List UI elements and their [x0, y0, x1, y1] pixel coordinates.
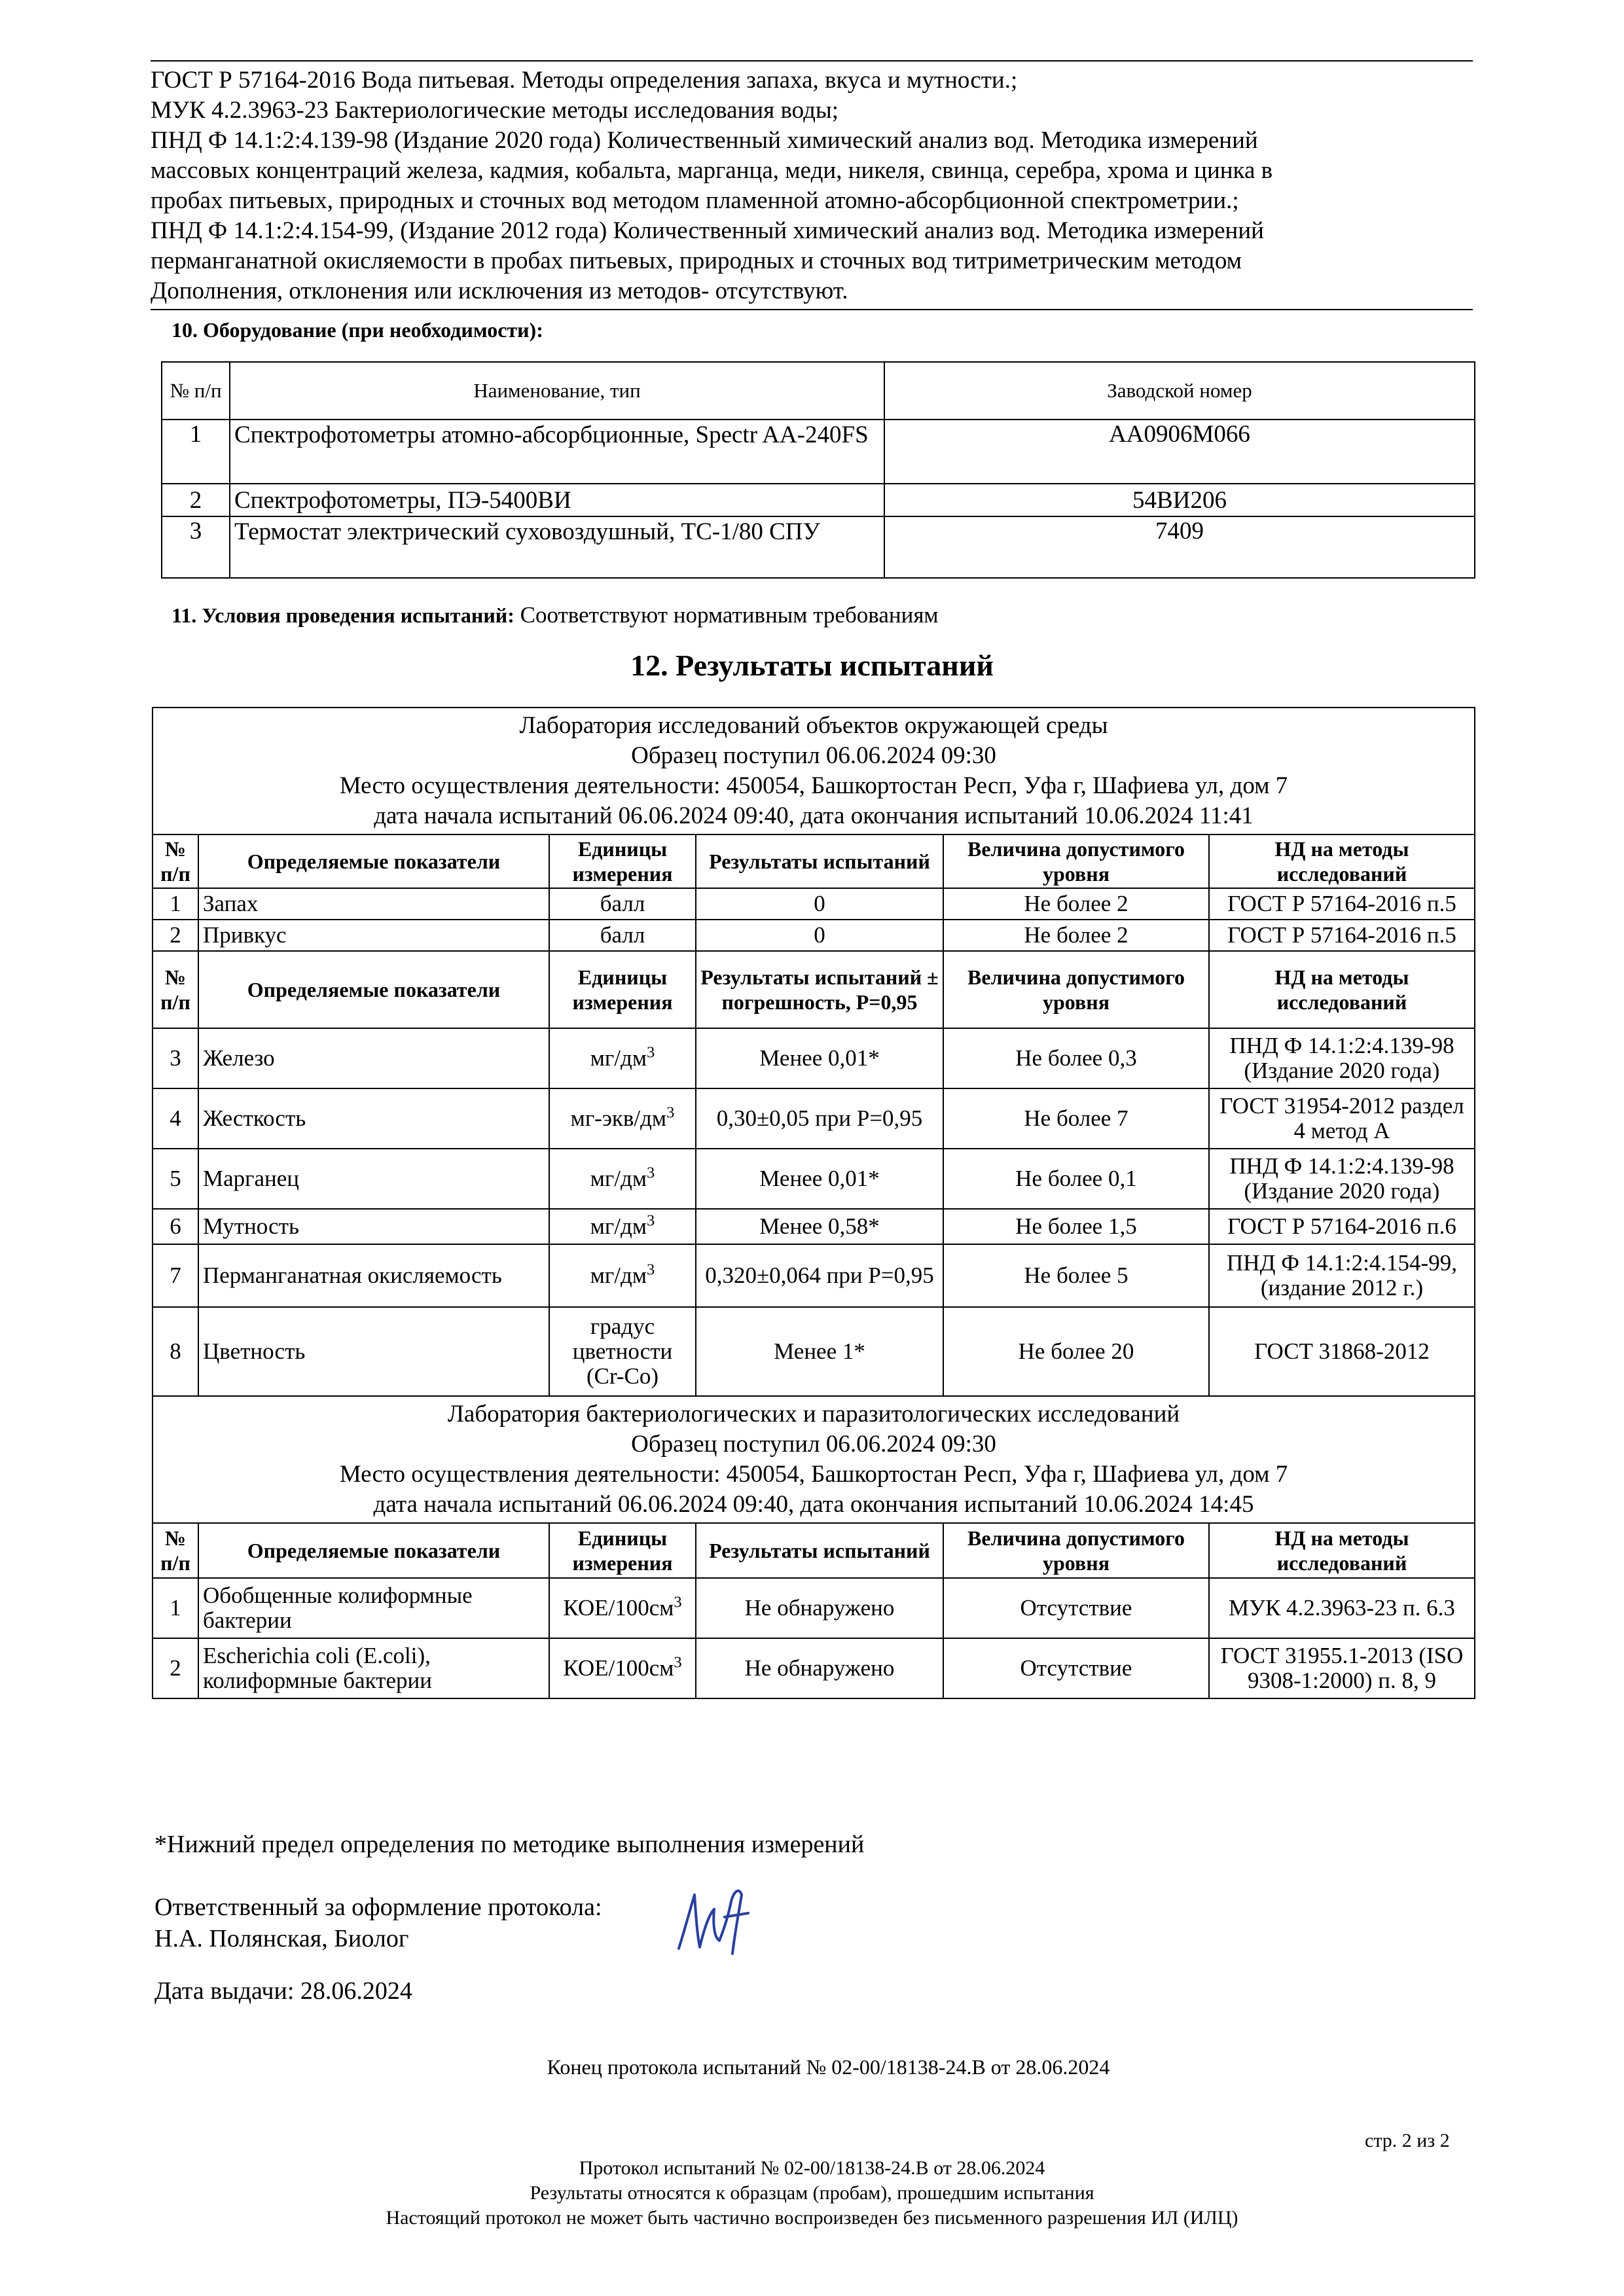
method: ГОСТ Р 57164-2016 п.6 — [1209, 1209, 1475, 1244]
section-11-value: Соответствуют нормативным требованиям — [514, 602, 939, 628]
responsible-name: Н.А. Полянская, Биолог — [154, 1925, 409, 1952]
footer-line: Результаты относятся к образцам (пробам), прошедшим испытания — [530, 2182, 1094, 2204]
results-table — [152, 707, 1475, 1699]
equipment-name: Спектрофотометры, ПЭ-5400ВИ — [230, 484, 884, 516]
col-header-num: № п/п — [153, 1523, 198, 1578]
table-row — [153, 1244, 1475, 1307]
col-header-method: НД на методы исследований — [1209, 1523, 1475, 1578]
results-header-row — [153, 1523, 1475, 1578]
result: 0,320±0,064 при P=0,95 — [696, 1244, 943, 1307]
result: Менее 1* — [696, 1307, 943, 1396]
footer-line: Настоящий протокол не может быть частично воспроизведен без письменного разрешения ИЛ (ИЛЦ) — [386, 2207, 1238, 2229]
issue-date: Дата выдачи: 28.06.2024 — [154, 1977, 412, 2005]
unit-text: КОЕ/100см — [563, 1595, 674, 1621]
methods-line: массовых концентраций железа, кадмия, кобальта, марганца, меди, никеля, свинца, серебра, хрома и цинка в — [151, 157, 1273, 184]
result: 0,30±0,05 при P=0,95 — [696, 1088, 943, 1149]
equipment-header-row — [162, 362, 1475, 420]
unit-exponent: 3 — [674, 1593, 682, 1611]
methods-line: перманганатной окисляемости в пробах питьевых, природных и сточных вод титриметрическим методом — [151, 247, 1242, 274]
col-header-method: НД на методы исследований — [1209, 951, 1475, 1028]
row-num: 1 — [153, 1578, 198, 1638]
section-11 — [171, 602, 939, 628]
parameter-name: Марганец — [198, 1149, 549, 1209]
col-header-parameter: Определяемые показатели — [198, 834, 549, 888]
col-header-num: № п/п — [162, 362, 230, 420]
methods-line: ПНД Ф 14.1:2:4.139-98 (Издание 2020 года) Количественный химический анализ вод. Методика измерений — [151, 127, 1258, 154]
method: ГОСТ 31954-2012 раздел 4 метод А — [1209, 1088, 1475, 1149]
row-num: 1 — [162, 420, 230, 484]
col-header-limit: Величина допустимого уровня — [943, 951, 1209, 1028]
unit-text: мг/дм — [590, 1166, 647, 1191]
unit-text: мг-экв/дм — [570, 1105, 667, 1131]
result: Менее 0,58* — [696, 1209, 943, 1244]
section-12-title: 12. Результаты испытаний — [630, 649, 994, 682]
col-header-result: Результаты испытаний ± погрешность, P=0,95 — [696, 951, 943, 1028]
unit-exponent: 3 — [646, 1211, 655, 1230]
limit: Отсутствие — [943, 1578, 1209, 1638]
result: Не обнаружено — [696, 1578, 943, 1638]
method: МУК 4.2.3963-23 п. 6.3 — [1209, 1578, 1475, 1638]
method: ГОСТ 31955.1-2013 (ISO 9308-1:2000) п. 8, 9 — [1209, 1638, 1475, 1698]
responsible-block — [154, 1892, 602, 1954]
unit-text: мг/дм — [590, 1213, 647, 1239]
row-num: 3 — [162, 516, 230, 578]
unit: градус цветности (Cr-Co) — [549, 1307, 696, 1396]
page-footer — [0, 2156, 1624, 2231]
unit-exponent: 3 — [646, 1261, 655, 1279]
table-row — [153, 920, 1475, 951]
parameter-name: Escherichia coli (E.coli), колиформные бактерии — [198, 1638, 549, 1698]
section-10-title: 10. Оборудование (при необходимости): — [171, 318, 543, 342]
parameter-name: Обобщенные колиформные бактерии — [198, 1578, 549, 1638]
col-header-result: Результаты испытаний — [696, 834, 943, 888]
method: ПНД Ф 14.1:2:4.154-99, (издание 2012 г.) — [1209, 1244, 1475, 1307]
unit-exponent: 3 — [674, 1653, 682, 1672]
limit: Не более 5 — [943, 1244, 1209, 1307]
col-header-num: № п/п — [153, 951, 198, 1028]
lab1-dates: дата начала испытаний 06.06.2024 09:40, дата окончания испытаний 10.06.2024 11:41 — [374, 802, 1254, 829]
lab-header-row — [153, 708, 1475, 834]
lab2-dates: дата начала испытаний 06.06.2024 09:40, дата окончания испытаний 10.06.2024 14:45 — [373, 1491, 1254, 1518]
col-header-name: Наименование, тип — [230, 362, 884, 420]
limit: Не более 2 — [943, 888, 1209, 920]
limit: Отсутствие — [943, 1638, 1209, 1698]
result: Не обнаружено — [696, 1638, 943, 1698]
table-row — [153, 1578, 1475, 1638]
equipment-table — [161, 361, 1475, 579]
table-row — [153, 1088, 1475, 1149]
unit: балл — [549, 888, 696, 920]
section-11-label: 11. Условия проведения испытаний: — [171, 603, 514, 627]
method: ГОСТ Р 57164-2016 п.5 — [1209, 920, 1475, 951]
limit: Не более 0,1 — [943, 1149, 1209, 1209]
parameter-name: Запах — [198, 888, 549, 920]
table-row — [153, 1149, 1475, 1209]
lab1-received: Образец поступил 06.06.2024 09:30 — [631, 742, 996, 769]
unit-text: мг/дм — [590, 1263, 647, 1288]
methods-block — [151, 60, 1473, 310]
lab-header-row — [153, 1396, 1475, 1523]
results-header-row — [153, 951, 1475, 1028]
methods-line: МУК 4.2.3963-23 Бактериологические методы исследования воды; — [151, 97, 839, 124]
unit-text: КОЕ/100см — [563, 1655, 674, 1681]
col-header-parameter: Определяемые показатели — [198, 951, 549, 1028]
table-row — [153, 1638, 1475, 1698]
col-header-result: Результаты испытаний — [696, 1523, 943, 1578]
lab2-received: Образец поступил 06.06.2024 09:30 — [631, 1431, 996, 1458]
equipment-serial: 7409 — [884, 516, 1475, 578]
unit-exponent: 3 — [646, 1164, 655, 1182]
table-row — [153, 1307, 1475, 1396]
table-row — [153, 1209, 1475, 1244]
lab1-name: Лаборатория исследований объектов окружающей среды — [519, 712, 1108, 739]
footer-line: Протокол испытаний № 02-00/18138-24.В от 28.06.2024 — [579, 2157, 1045, 2179]
equipment-serial: AA0906M066 — [884, 420, 1475, 484]
method: ПНД Ф 14.1:2:4.139-98 (Издание 2020 года) — [1209, 1028, 1475, 1088]
table-row — [153, 1028, 1475, 1088]
limit: Не более 7 — [943, 1088, 1209, 1149]
lab1-location: Место осуществления деятельности: 450054, Башкортостан Респ, Уфа г, Шафиева ул, дом 7 — [339, 772, 1288, 799]
row-num: 3 — [153, 1028, 198, 1088]
row-num: 2 — [153, 920, 198, 951]
results-header-row — [153, 834, 1475, 888]
lab1-header — [153, 708, 1475, 834]
result: Менее 0,01* — [696, 1028, 943, 1088]
unit-text: мг/дм — [590, 1045, 647, 1071]
limit: Не более 20 — [943, 1307, 1209, 1396]
parameter-name: Мутность — [198, 1209, 549, 1244]
method: ПНД Ф 14.1:2:4.139-98 (Издание 2020 года) — [1209, 1149, 1475, 1209]
table-row — [162, 516, 1475, 578]
col-header-method: НД на методы исследований — [1209, 834, 1475, 888]
row-num: 2 — [162, 484, 230, 516]
result: 0 — [696, 888, 943, 920]
unit — [549, 1244, 696, 1307]
row-num: 2 — [153, 1638, 198, 1698]
row-num: 1 — [153, 888, 198, 920]
parameter-name: Перманганатная окисляемость — [198, 1244, 549, 1307]
result: 0 — [696, 920, 943, 951]
col-header-unit: Единицы измерения — [549, 834, 696, 888]
col-header-unit: Единицы измерения — [549, 1523, 696, 1578]
col-header-unit: Единицы измерения — [549, 951, 696, 1028]
parameter-name: Привкус — [198, 920, 549, 951]
limit: Не более 1,5 — [943, 1209, 1209, 1244]
unit-exponent: 3 — [646, 1043, 655, 1062]
parameter-name: Железо — [198, 1028, 549, 1088]
col-header-num: № п/п — [153, 834, 198, 888]
unit — [549, 1088, 696, 1149]
col-header-parameter: Определяемые показатели — [198, 1523, 549, 1578]
result: Менее 0,01* — [696, 1149, 943, 1209]
row-num: 8 — [153, 1307, 198, 1396]
parameter-name: Жесткость — [198, 1088, 549, 1149]
unit — [549, 1028, 696, 1088]
equipment-serial: 54ВИ206 — [884, 484, 1475, 516]
equipment-name: Термостат электрический суховоздушный, ТС-1/80 СПУ — [230, 516, 884, 578]
table-row — [153, 888, 1475, 920]
footnote: *Нижний предел определения по методике выполнения измерений — [154, 1831, 865, 1858]
row-num: 5 — [153, 1149, 198, 1209]
lab2-header — [153, 1396, 1475, 1523]
unit — [549, 1578, 696, 1638]
unit-exponent: 3 — [666, 1103, 675, 1122]
methods-line: ПНД Ф 14.1:2:4.154-99, (Издание 2012 года) Количественный химический анализ вод. Методика измерений — [151, 217, 1264, 244]
page-number: стр. 2 из 2 — [1365, 2130, 1450, 2151]
table-row — [162, 420, 1475, 484]
limit: Не более 0,3 — [943, 1028, 1209, 1088]
methods-line: ГОСТ Р 57164-2016 Вода питьевая. Методы определения запаха, вкуса и мутности.; — [151, 67, 1018, 94]
end-of-protocol: Конец протокола испытаний № 02-00/18138-24.В от 28.06.2024 — [547, 2055, 1110, 2079]
methods-line: пробах питьевых, природных и сточных вод методом пламенной атомно-абсорбционной спектрометрии.; — [151, 187, 1239, 214]
unit — [549, 1638, 696, 1698]
table-row — [162, 484, 1475, 516]
methods-line: Дополнения, отклонения или исключения из методов- отсутствуют. — [151, 278, 848, 304]
col-header-limit: Величина допустимого уровня — [943, 1523, 1209, 1578]
col-header-serial: Заводской номер — [884, 362, 1475, 420]
equipment-name: Спектрофотометры атомно-абсорбционные, Spectr AA-240FS — [230, 420, 884, 484]
method: ГОСТ 31868-2012 — [1209, 1307, 1475, 1396]
row-num: 7 — [153, 1244, 198, 1307]
unit: балл — [549, 920, 696, 951]
lab2-location: Место осуществления деятельности: 450054, Башкортостан Респ, Уфа г, Шафиева ул, дом 7 — [339, 1461, 1288, 1488]
row-num: 4 — [153, 1088, 198, 1149]
parameter-name: Цветность — [198, 1307, 549, 1396]
signature — [671, 1875, 763, 1967]
method: ГОСТ Р 57164-2016 п.5 — [1209, 888, 1475, 920]
unit — [549, 1149, 696, 1209]
col-header-limit: Величина допустимого уровня — [943, 834, 1209, 888]
limit: Не более 2 — [943, 920, 1209, 951]
row-num: 6 — [153, 1209, 198, 1244]
responsible-label: Ответственный за оформление протокола: — [154, 1893, 602, 1921]
lab2-name: Лаборатория бактериологических и паразитологических исследований — [447, 1401, 1180, 1427]
unit — [549, 1209, 696, 1244]
